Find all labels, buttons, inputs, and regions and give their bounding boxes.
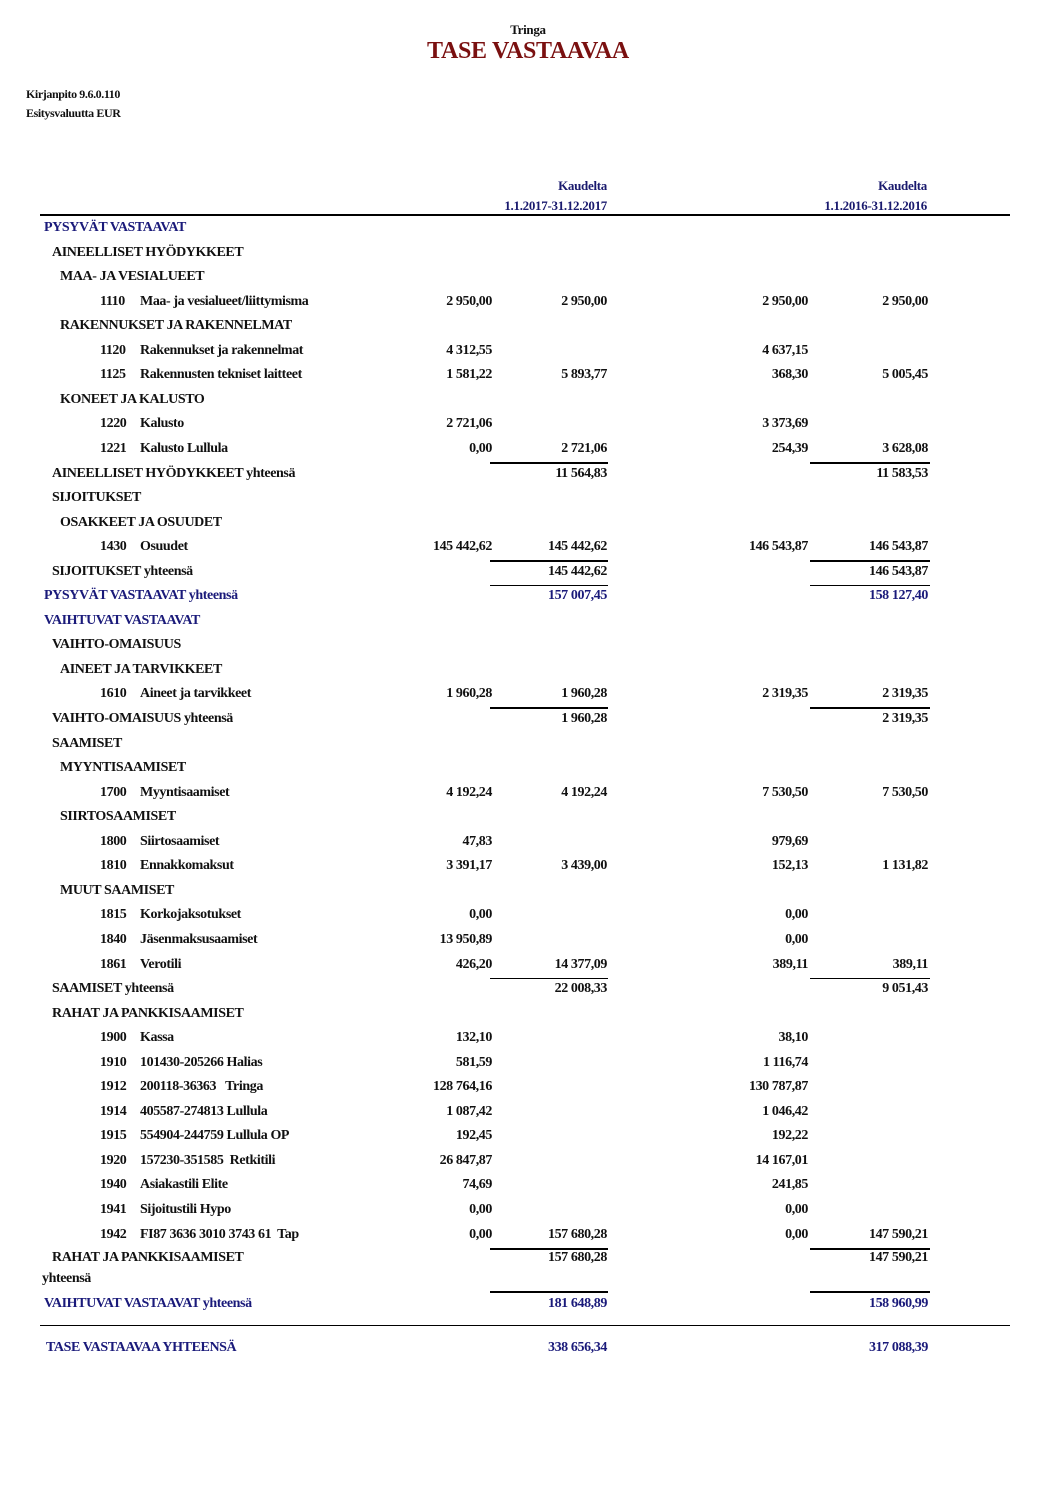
account-row	[0, 416, 1056, 438]
grand-total-divider	[40, 1325, 1010, 1326]
subtotal-2017: 1 960,28	[561, 711, 607, 726]
amount-2017: 2 721,06	[446, 416, 492, 432]
subtotal-2017: 11 564,83	[555, 465, 607, 481]
section-label: MAA- JA VESIALUEET	[60, 269, 205, 285]
subtotal-2016: 1 131,82	[882, 858, 928, 874]
column-header-2017-period: 1.1.2017-31.12.2017	[504, 198, 607, 213]
sum-underline	[810, 560, 930, 562]
amount-2016: 389,11	[772, 956, 808, 972]
section-heading	[0, 1006, 1056, 1028]
amount-2017: 132,10	[455, 1030, 492, 1046]
account-label	[100, 441, 228, 457]
subtotal-2017: 14 377,09	[554, 956, 607, 972]
account-code: 1941	[100, 1202, 127, 1217]
section-label: RAHAT JA PANKKISAAMISET	[52, 1005, 244, 1021]
sum-underline	[810, 585, 930, 586]
current-assets-total-2016: 158 960,99	[868, 1296, 928, 1311]
section-heading	[0, 392, 1056, 414]
account-row	[0, 1104, 1056, 1126]
subtotal-2017: 157 680,28	[547, 1226, 607, 1242]
account-name: Verotili	[140, 956, 182, 972]
subtotal-2016: 5 005,45	[882, 367, 928, 383]
amount-2016: 241,85	[771, 1177, 808, 1193]
account-name: 200118-36363 Tringa	[140, 1079, 263, 1095]
account-name: Aineet ja tarvikkeet	[140, 686, 251, 702]
amount-2016: 2 950,00	[762, 293, 808, 309]
subtotal-label: SAAMISET yhteensä	[52, 981, 174, 997]
amount-2017: 1 087,42	[446, 1103, 492, 1119]
sum-underline	[810, 462, 930, 464]
section-heading	[0, 490, 1056, 512]
section-label: AINEELLISET HYÖDYKKEET	[52, 244, 244, 260]
subtotal-row	[0, 466, 1056, 488]
account-label	[100, 416, 184, 432]
account-code: 1910	[100, 1054, 127, 1070]
amount-2017: 0,00	[469, 1202, 492, 1217]
amount-2016: 3 373,69	[762, 416, 808, 432]
account-label	[100, 1177, 228, 1193]
sum-underline	[490, 560, 608, 562]
grand-total-row	[0, 1340, 1056, 1362]
account-name: Kalusto	[140, 416, 184, 432]
amount-2017: 1 581,22	[446, 367, 492, 383]
cash-total-2017: 157 680,28	[547, 1250, 607, 1265]
account-name: 554904-244759 Lullula OP	[140, 1128, 290, 1144]
subtotal-label: SIJOITUKSET yhteensä	[52, 563, 193, 579]
section-label: SIJOITUKSET	[52, 490, 141, 506]
subtotal-2016: 158 127,40	[868, 588, 928, 604]
account-label	[100, 932, 257, 948]
account-row	[0, 1227, 1056, 1249]
report-title: TASE VASTAAVAA	[427, 38, 629, 64]
section-label: MYYNTISAAMISET	[60, 760, 186, 776]
account-label	[100, 686, 251, 702]
amount-2016: 0,00	[785, 1202, 808, 1217]
company-name: Tringa	[510, 22, 546, 37]
account-code: 1861	[100, 956, 127, 972]
section-heading	[0, 269, 1056, 291]
account-row	[0, 834, 1056, 856]
amount-2016: 1 116,74	[762, 1054, 808, 1070]
account-label	[100, 1153, 275, 1169]
account-row	[0, 1177, 1056, 1199]
account-code: 1700	[100, 784, 127, 800]
account-label	[100, 1079, 263, 1095]
account-code: 1815	[100, 907, 127, 923]
subtotal-2017: 1 960,28	[561, 686, 607, 702]
subtotal-2017: 3 439,00	[561, 858, 607, 874]
account-row	[0, 957, 1056, 979]
account-name: Siirtosaamiset	[140, 833, 220, 849]
amount-2017: 13 950,89	[439, 931, 492, 947]
grand-total-label: TASE VASTAAVAA YHTEENSÄ	[46, 1340, 237, 1355]
account-name: FI87 3636 3010 3743 61 Tap	[140, 1226, 299, 1242]
section-heading	[0, 515, 1056, 537]
account-code: 1120	[100, 342, 126, 358]
section-heading	[0, 736, 1056, 758]
account-name: Kalusto Lullula	[140, 440, 228, 456]
cash-total-label: RAHAT JA PANKKISAAMISET	[52, 1250, 244, 1265]
sum-underline	[490, 978, 608, 979]
subtotal-row	[0, 564, 1056, 586]
amount-2017: 145 442,62	[432, 539, 492, 555]
account-name: Jäsenmaksusaamiset	[140, 931, 258, 947]
section-heading	[0, 883, 1056, 905]
account-name: 101430-205266 Halias	[140, 1054, 263, 1070]
account-label	[100, 343, 303, 359]
subtotal-2017: 2 721,06	[561, 440, 607, 456]
account-code: 1912	[100, 1079, 127, 1095]
amount-2016: 4 637,15	[762, 342, 808, 358]
sum-underline	[810, 707, 930, 709]
account-code: 1915	[100, 1128, 127, 1144]
section-heading	[0, 220, 1056, 242]
amount-2016: 368,30	[771, 367, 808, 383]
amount-2017: 0,00	[469, 1226, 492, 1242]
section-label: SIIRTOSAAMISET	[60, 809, 176, 825]
account-row	[0, 441, 1056, 463]
section-heading	[0, 760, 1056, 782]
account-code: 1914	[100, 1103, 127, 1119]
account-code: 1840	[100, 931, 127, 947]
subtotal-2016: 9 051,43	[882, 981, 928, 997]
subtotal-2016: 147 590,21	[868, 1226, 928, 1242]
account-label	[100, 1055, 262, 1071]
section-heading	[0, 318, 1056, 340]
account-code: 1125	[100, 367, 126, 383]
amount-2017: 1 960,28	[446, 686, 492, 702]
current-assets-total-row	[0, 1296, 1056, 1318]
currency-label: Esitysvaluutta EUR	[26, 106, 121, 120]
amount-2017: 47,83	[462, 833, 492, 849]
amount-2016: 254,39	[771, 440, 808, 456]
cash-total-row-cont	[0, 1271, 1056, 1293]
subtotal-2017: 157 007,45	[547, 588, 607, 604]
account-label	[100, 1104, 267, 1120]
account-code: 1810	[100, 858, 127, 874]
amount-2016: 1 046,42	[762, 1103, 808, 1119]
section-label: RAKENNUKSET JA RAKENNELMAT	[60, 318, 292, 334]
subtotal-2016: 2 319,35	[882, 711, 928, 726]
account-code: 1110	[100, 293, 125, 309]
current-assets-total-2017: 181 648,89	[547, 1296, 607, 1311]
amount-2016: 0,00	[785, 931, 808, 947]
account-name: Rakennukset ja rakennelmat	[140, 342, 304, 358]
header-divider	[40, 214, 1010, 216]
subtotal-2016: 7 530,50	[882, 784, 928, 800]
amount-2016: 152,13	[771, 858, 808, 874]
column-header-2017-label: Kaudelta	[558, 178, 607, 193]
account-label	[100, 1227, 299, 1243]
account-name: 405587-274813 Lullula	[140, 1103, 268, 1119]
account-code: 1920	[100, 1152, 127, 1168]
amount-2017: 2 950,00	[446, 293, 492, 309]
subtotal-row	[0, 711, 1056, 733]
subtotal-label: VAIHTO-OMAISUUS yhteensä	[52, 711, 233, 726]
amount-2017: 426,20	[455, 956, 492, 972]
amount-2016: 7 530,50	[762, 784, 808, 800]
account-label	[100, 539, 188, 555]
subtotal-2016: 146 543,87	[868, 539, 928, 555]
account-label	[100, 957, 181, 973]
amount-2017: 74,69	[462, 1177, 492, 1193]
section-label: VAIHTO-OMAISUUS	[52, 637, 181, 653]
sum-underline	[490, 707, 608, 709]
account-name: Sijoitustili Hypo	[140, 1202, 231, 1217]
account-name: Kassa	[140, 1030, 174, 1046]
account-name: Rakennusten tekniset laitteet	[140, 367, 302, 383]
account-row	[0, 367, 1056, 389]
grand-total-2016: 317 088,39	[868, 1340, 928, 1355]
account-name: Ennakkomaksut	[140, 858, 234, 874]
section-label: KONEET JA KALUSTO	[60, 391, 205, 407]
amount-2016: 2 319,35	[762, 686, 808, 702]
account-row	[0, 1055, 1056, 1077]
account-row	[0, 343, 1056, 365]
amount-2017: 581,59	[455, 1054, 492, 1070]
section-label: OSAKKEET JA OSUUDET	[60, 514, 222, 530]
amount-2016: 14 167,01	[755, 1152, 808, 1168]
account-label	[100, 858, 234, 874]
amount-2017: 0,00	[469, 440, 492, 456]
sum-underline	[490, 585, 608, 586]
account-code: 1942	[100, 1226, 127, 1242]
account-name: Osuudet	[140, 539, 188, 555]
sum-underline	[490, 462, 608, 464]
account-label	[100, 907, 241, 923]
amount-2016: 146 543,87	[748, 539, 808, 555]
section-label: PYSYVÄT VASTAAVAT	[44, 220, 186, 235]
account-row	[0, 785, 1056, 807]
column-header-2016-period: 1.1.2016-31.12.2016	[824, 198, 927, 213]
subtotal-2017: 22 008,33	[554, 981, 607, 997]
section-label: AINEET JA TARVIKKEET	[60, 661, 222, 677]
account-label	[100, 367, 302, 383]
section-heading	[0, 809, 1056, 831]
subtotal-2016: 2 950,00	[882, 293, 928, 309]
account-name: 157230-351585 Retkitili	[140, 1152, 276, 1168]
cash-total-2016: 147 590,21	[868, 1250, 928, 1265]
section-heading	[0, 613, 1056, 635]
account-code: 1900	[100, 1030, 127, 1046]
cash-total-label-suffix: yhteensä	[42, 1271, 91, 1286]
amount-2016: 0,00	[785, 1226, 808, 1242]
column-header-2016-label: Kaudelta	[878, 178, 927, 193]
account-code: 1221	[100, 440, 127, 456]
account-name: Asiakastili Elite	[140, 1177, 228, 1193]
sum-underline	[810, 978, 930, 979]
amount-2016: 979,69	[771, 833, 808, 849]
amount-2017: 128 764,16	[432, 1079, 492, 1095]
section-heading	[0, 637, 1056, 659]
account-label	[100, 294, 308, 310]
amount-2017: 4 192,24	[446, 784, 492, 800]
subtotal-row	[0, 981, 1056, 1003]
account-label	[100, 1030, 174, 1046]
account-row	[0, 907, 1056, 929]
account-code: 1940	[100, 1177, 127, 1193]
amount-2016: 38,10	[778, 1030, 808, 1046]
subtotal-2016: 11 583,53	[876, 465, 928, 481]
account-label	[100, 785, 229, 801]
account-row	[0, 1079, 1056, 1101]
section-heading	[0, 245, 1056, 267]
amount-2016: 192,22	[771, 1128, 808, 1144]
account-code: 1430	[100, 539, 127, 555]
software-version: Kirjanpito 9.6.0.110	[26, 87, 121, 101]
section-heading	[0, 662, 1056, 684]
account-code: 1800	[100, 833, 127, 849]
grand-total-2017: 338 656,34	[547, 1340, 607, 1355]
sum-underline	[810, 1291, 930, 1293]
amount-2016: 130 787,87	[748, 1079, 808, 1095]
subtotal-2017: 145 442,62	[547, 563, 607, 579]
cash-total-row	[0, 1250, 1056, 1272]
account-label	[100, 1202, 231, 1218]
account-row	[0, 1030, 1056, 1052]
amount-2017: 26 847,87	[439, 1152, 492, 1168]
account-row	[0, 1153, 1056, 1175]
account-row	[0, 1202, 1056, 1224]
account-row	[0, 932, 1056, 954]
subtotal-2017: 5 893,77	[561, 367, 607, 383]
subtotal-label: PYSYVÄT VASTAAVAT yhteensä	[44, 588, 238, 604]
account-row	[0, 858, 1056, 880]
account-row	[0, 539, 1056, 561]
section-label: VAIHTUVAT VASTAAVAT	[44, 612, 200, 628]
current-assets-total-label: VAIHTUVAT VASTAAVAT yhteensä	[44, 1296, 252, 1311]
subtotal-2017: 2 950,00	[561, 293, 607, 309]
amount-2016: 0,00	[785, 907, 808, 923]
section-label: MUUT SAAMISET	[60, 882, 174, 898]
account-row	[0, 294, 1056, 316]
amount-2017: 4 312,55	[446, 342, 492, 358]
subtotal-row	[0, 588, 1056, 610]
account-row	[0, 686, 1056, 708]
subtotal-2016: 2 319,35	[882, 686, 928, 702]
subtotal-label: AINEELLISET HYÖDYKKEET yhteensä	[52, 465, 296, 481]
account-row	[0, 1128, 1056, 1150]
sum-underline	[490, 1291, 608, 1293]
section-label: SAAMISET	[52, 735, 122, 751]
subtotal-2016: 146 543,87	[868, 563, 928, 579]
subtotal-2016: 389,11	[892, 956, 928, 972]
account-code: 1610	[100, 686, 127, 702]
account-label	[100, 1128, 289, 1144]
account-label	[100, 834, 219, 850]
account-name: Korkojaksotukset	[140, 907, 241, 923]
account-code: 1220	[100, 416, 127, 432]
subtotal-2017: 4 192,24	[561, 784, 607, 800]
amount-2017: 0,00	[469, 907, 492, 923]
account-name: Maa- ja vesialueet/liittymisma	[140, 293, 309, 309]
amount-2017: 192,45	[455, 1128, 492, 1144]
account-name: Myyntisaamiset	[140, 784, 230, 800]
amount-2017: 3 391,17	[446, 858, 492, 874]
subtotal-2016: 3 628,08	[882, 440, 928, 456]
subtotal-2017: 145 442,62	[547, 539, 607, 555]
